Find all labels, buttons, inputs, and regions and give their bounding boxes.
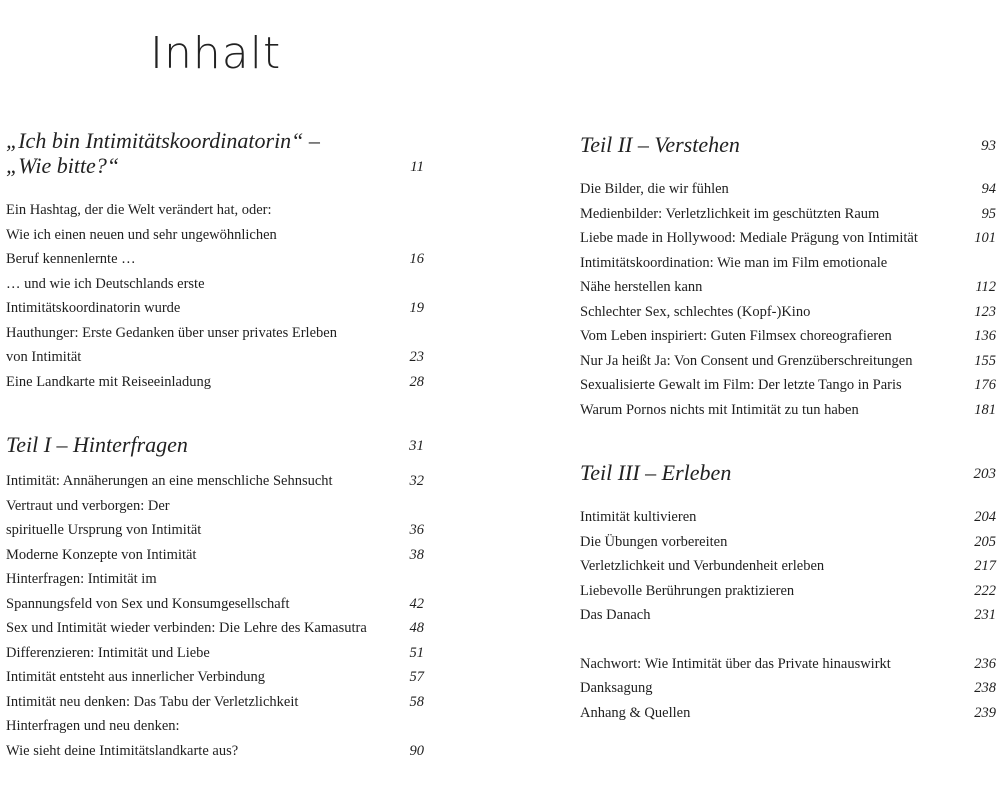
- toc-entry-title: Intimitätskoordination: Wie man im Film emotionale Nähe herstellen kann: [580, 254, 888, 295]
- section-heading: [6, 128, 426, 178]
- toc-entry-title: Intimität neu denken: Das Tabu der Verletzlichkeit: [6, 693, 299, 710]
- toc-entry-title: Intimität: Annäherungen an eine menschliche Sehnsucht: [6, 473, 333, 489]
- toc-entry: [580, 579, 998, 604]
- toc-entry-page: 32: [409, 473, 424, 489]
- section-heading-title: Teil II – Verstehen: [580, 132, 740, 157]
- toc-entry-page: 95: [981, 205, 996, 222]
- toc-entry-page: 28: [409, 373, 424, 390]
- section-heading-page: 31: [409, 438, 424, 454]
- toc-entry: [6, 665, 426, 690]
- section-heading-page: 11: [410, 159, 424, 175]
- toc-entry-page: 136: [974, 328, 996, 344]
- toc-entry-page: 239: [974, 704, 996, 721]
- toc-entry-title: Die Übungen vorbereiten: [580, 533, 728, 550]
- toc-entry-page: 155: [974, 352, 996, 369]
- toc-entry-page: 94: [981, 181, 996, 197]
- toc-entry-page: 217: [974, 558, 996, 574]
- toc-entry-page: 16: [409, 251, 424, 267]
- toc-entry-title: Vom Leben inspiriert: Guten Filmsex choreografieren: [580, 328, 892, 344]
- toc-entry: [580, 554, 998, 579]
- toc-entry: [6, 494, 426, 543]
- toc-entry-title: Warum Pornos nichts mit Intimität zu tun haben: [580, 401, 859, 418]
- page-title: Inhalt: [150, 28, 282, 79]
- toc-entry-page: 38: [409, 546, 424, 563]
- toc-entry-title: Differenzieren: Intimität und Liebe: [6, 644, 210, 661]
- toc-entry-page: 236: [974, 655, 996, 672]
- toc-entry: [6, 714, 426, 763]
- section-heading: [580, 132, 998, 157]
- toc-entry: [6, 370, 426, 395]
- toc-entry-list: [580, 652, 998, 726]
- toc-entry: [6, 198, 426, 272]
- toc-entry-title: Hinterfragen: Intimität im Spannungsfeld von Sex und Konsumgesellschaft: [6, 571, 290, 612]
- toc-entry-page: 23: [409, 349, 424, 365]
- toc-entry: [580, 398, 998, 423]
- toc-entry-title: Verletzlichkeit und Verbundenheit erleben: [580, 558, 825, 574]
- toc-entry: [580, 177, 998, 202]
- section-heading: [6, 432, 426, 457]
- toc-right-column: [580, 132, 998, 725]
- toc-entry-page: 48: [409, 620, 424, 636]
- toc-entry-title: Intimität kultivieren: [580, 509, 697, 525]
- section-heading-page: 203: [973, 466, 996, 482]
- toc-section-back-matter: [580, 652, 998, 726]
- section-heading: [580, 460, 998, 485]
- toc-entry-title: Ein Hashtag, der die Welt verändert hat, oder: Wie ich einen neuen und sehr ungewöhnlichen Beruf kennenlernte …: [6, 202, 277, 267]
- toc-entry: [6, 690, 426, 715]
- toc-entry: [6, 567, 426, 616]
- toc-entry-title: Die Bilder, die wir fühlen: [580, 181, 729, 197]
- toc-entry-page: 51: [409, 644, 424, 661]
- toc-entry: [580, 530, 998, 555]
- toc-entry-title: Sex und Intimität wieder verbinden: Die Lehre des Kamasutra: [6, 620, 367, 636]
- toc-entry: [6, 616, 426, 641]
- toc-entry-title: Eine Landkarte mit Reiseeinladung: [6, 373, 211, 390]
- toc-entry: [580, 652, 998, 677]
- toc-entry-title: Nur Ja heißt Ja: Von Consent und Grenzüberschreitungen: [580, 352, 913, 369]
- toc-entry-list: [6, 469, 426, 763]
- toc-entry-title: Moderne Konzepte von Intimität: [6, 546, 197, 563]
- toc-entry-page: 36: [409, 522, 424, 538]
- toc-entry-title: Medienbilder: Verletzlichkeit im geschützten Raum: [580, 205, 880, 222]
- toc-entry-title: Das Danach: [580, 607, 651, 623]
- toc-entry-title: Hauthunger: Erste Gedanken über unser privates Erleben von Intimität: [6, 324, 337, 365]
- toc-entry: [580, 202, 998, 227]
- toc-entry: [580, 226, 998, 251]
- toc-entry-title: Hinterfragen und neu denken: Wie sieht deine Intimitätslandkarte aus?: [6, 718, 239, 759]
- toc-entry-page: 181: [974, 401, 996, 418]
- toc-entry-page: 101: [974, 230, 996, 246]
- section-heading-title: Teil I – Hinterfragen: [6, 432, 188, 457]
- toc-entry-title: Danksagung: [580, 680, 653, 696]
- toc-entry: [580, 349, 998, 374]
- toc-entry-page: 112: [975, 279, 996, 295]
- toc-entry-page: 222: [974, 582, 996, 599]
- toc-entry-title: Nachwort: Wie Intimität über das Private hinauswirkt: [580, 655, 891, 672]
- toc-entry: [6, 641, 426, 666]
- toc-entry-title: … und wie ich Deutschlands erste Intimitätskoordinatorin wurde: [6, 275, 205, 316]
- toc-entry-page: 90: [409, 742, 424, 759]
- toc-entry-title: Intimität entsteht aus innerlicher Verbindung: [6, 669, 266, 685]
- toc-left-column: [6, 128, 426, 763]
- toc-entry: [580, 701, 998, 726]
- toc-entry-page: 204: [974, 509, 996, 525]
- toc-entry-page: 176: [974, 377, 996, 393]
- toc-entry: [580, 603, 998, 628]
- toc-entry: [580, 251, 998, 300]
- toc-entry-title: Sexualisierte Gewalt im Film: Der letzte Tango in Paris: [580, 377, 902, 393]
- toc-entry-list: [580, 505, 998, 628]
- toc-entry: [6, 272, 426, 321]
- toc-entry: [6, 543, 426, 568]
- toc-entry-title: Schlechter Sex, schlechtes (Kopf-)Kino: [580, 303, 811, 320]
- toc-entry-title: Liebe made in Hollywood: Mediale Prägung von Intimität: [580, 230, 918, 246]
- toc-section-intro: [6, 128, 426, 394]
- toc-entry-page: 123: [974, 303, 996, 320]
- toc-entry: [580, 324, 998, 349]
- toc-entry: [6, 321, 426, 370]
- toc-entry-title: Liebevolle Berührungen praktizieren: [580, 582, 795, 599]
- toc-entry: [580, 373, 998, 398]
- toc-entry-page: 58: [409, 693, 424, 710]
- toc-entry-list: [6, 198, 426, 394]
- toc-section-teil-1: [6, 432, 426, 763]
- section-heading-title: „Ich bin Intimitätskoordinatorin“ – „Wie bitte?“: [6, 128, 320, 178]
- toc-entry-page: 57: [409, 669, 424, 685]
- toc-section-teil-2: [580, 132, 998, 422]
- toc-section-teil-3: [580, 460, 998, 628]
- section-heading-page: 93: [981, 138, 996, 154]
- toc-entry-title: Vertraut und verborgen: Der spirituelle Ursprung von Intimität: [6, 497, 202, 538]
- toc-entry: [6, 469, 426, 494]
- toc-entry-page: 238: [974, 680, 996, 696]
- toc-entry-page: 205: [974, 533, 996, 550]
- toc-entry-title: Anhang & Quellen: [580, 704, 691, 721]
- toc-entry: [580, 300, 998, 325]
- toc-entry-page: 42: [409, 595, 424, 612]
- toc-entry-page: 231: [974, 607, 996, 623]
- toc-entry-list: [580, 177, 998, 422]
- toc-entry-page: 19: [409, 300, 424, 316]
- toc-entry: [580, 676, 998, 701]
- toc-entry: [580, 505, 998, 530]
- section-heading-title: Teil III – Erleben: [580, 460, 732, 485]
